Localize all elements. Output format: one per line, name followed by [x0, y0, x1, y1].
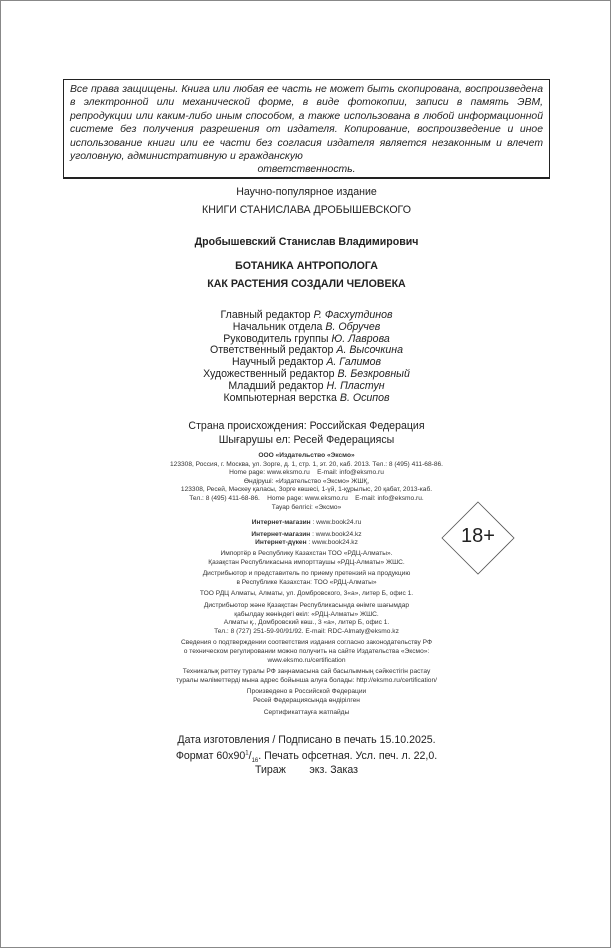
staff-name: Н. Пластун [326, 379, 385, 392]
kz-info-line: Дистрибьютор и представитель по приему претензий на продукцию [202, 570, 411, 578]
staff-line [1, 333, 611, 345]
staff-line [1, 321, 611, 333]
shops [1, 519, 611, 548]
staff-role: Художественный редактор [203, 368, 335, 380]
trademark: Тауар белгісі: «Эксмо» [271, 503, 342, 511]
kz-info-line: Алматы қ., Домбровский көш., 3 «а», литер Б, офис 1. [223, 619, 390, 627]
kz-info-line: Тел.: 8 (727) 251-59-90/91/92. E-mail: RDC-Almaty@eksmo.kz [214, 627, 399, 635]
staff-role: Компьютерная верстка [223, 391, 337, 404]
shop-url: : www.book24.kz [306, 539, 358, 547]
kz-info-line: қабылдау жөніндегі өкіл: «РДЦ-Алматы» ЖШС. [234, 610, 379, 618]
staff-name: В. Осипов [339, 391, 390, 404]
publisher-address: 123308, Россия, г. Москва, ул. Зорге, д. 1, стр. 1, эт. 20, каб. 2013. Тел.: 8 (495) 411-68-86. [169, 460, 443, 468]
staff-role: Научный редактор [231, 356, 324, 369]
print-format: Формат $60x90^1/_{16}$. Печать офсетная. Усл. печ. л. 22,0. [175, 750, 438, 765]
staff-role: Младший редактор [228, 379, 324, 392]
print-run: Тираж экз. Заказ [254, 764, 359, 776]
kz-info-line: Импортёр в Республику Казахстан ТОО «РДЦ-Алматы». [220, 550, 393, 557]
format-den: 16 [251, 758, 259, 765]
publisher-kz: Өндіруші: «Издательство «Эксмо» ЖШҚ, [243, 477, 370, 485]
author-name: Дробышевский Станислав Владимирович [194, 236, 419, 248]
staff-line [1, 368, 611, 380]
publisher-kz-address: 123308, Ресей, Мәскеу қаласы, Зорге көшесі, 1-үй, 1-құрылыс, 20 қабат, 2013-каб. [180, 486, 433, 494]
format-num: 1 [245, 750, 249, 757]
copyright-notice [63, 79, 550, 179]
staff-name: В. Обручев [325, 320, 381, 333]
series-name: КНИГИ СТАНИСЛАВА ДРОБЫШЕВСКОГО [202, 204, 411, 216]
staff-role: Главный редактор [220, 309, 311, 321]
format-rest: . Печать офсетная. Усл. печ. л. 22,0. [258, 750, 438, 762]
kz-info-line: в Республике Казахстан: ТОО «РДЦ-Алматы» [236, 578, 377, 586]
shop-url: : www.book24.ru [310, 519, 362, 526]
publisher-name: ООО «Издательство «Эксмо» [258, 452, 355, 459]
shop-line [1, 519, 611, 528]
kz-info-line: Произведено в Российской Федерации [246, 688, 367, 696]
kz-info-line: Сертификаттауға жатпайды [263, 708, 350, 716]
country-origin-kz: Шығарушы ел: Ресей Федерациясы [218, 434, 395, 446]
book-title: БОТАНИКА АНТРОПОЛОГА [235, 260, 378, 272]
staff-name: А. Высочкина [336, 344, 404, 357]
shop-label: Интернет-магазин [251, 519, 311, 526]
kz-info-line: Қазақстан Республикасына импорттаушы «РДЦ-Алматы» ЖШС. [208, 558, 405, 566]
publisher-kz-contacts: Тел.: 8 (495) 411-68-86. Home page: www.eksmo.ru E-mail: info@eksmo.ru. [189, 494, 424, 502]
edition-type: Научно-популярное издание [236, 186, 377, 198]
shop-line [1, 531, 611, 540]
staff-name: А. Галимов [326, 356, 382, 369]
staff-role: Начальник отдела [232, 320, 323, 333]
kz-info-line: туралы мәліметтерді мына адрес бойынша алуға болады: http://eksmo.ru/certification/ [176, 676, 437, 684]
staff-line [1, 309, 611, 321]
staff-name: В. Безкровный [337, 368, 410, 380]
staff-role: Руководитель группы [223, 332, 329, 345]
kz-info-line: Техникалық реттеу туралы РФ заңнамасына сай басылымның сәйкестігін растау [182, 668, 431, 676]
staff-name: Ю. Лаврова [331, 332, 390, 345]
shop-line [1, 539, 611, 548]
copyright-text: Все права защищены. Книга или любая ее часть не может быть скопирована, воспроизведена в электронной или механической форме, в виде фотокопии, записи в память ЭВМ, репродукции или каким-либо иным способом, а также использована в любой информационной системе без получения разрешения от издателя. Копирование, воспроизведение и иное использование книги или ее части без согласия издателя является незаконным и влечет уголовную, административную и гражданскую [70, 84, 543, 163]
staff-name: Р. Фасхутдинов [313, 309, 393, 321]
shop-label: Интернет-дүкен [255, 539, 307, 547]
kz-info-line: Ресей Федерациясында өндірілген [253, 696, 360, 704]
staff-line [1, 344, 611, 356]
shop-label: Интернет-магазин [251, 530, 311, 538]
country-origin: Страна происхождения: Российская Федерация [188, 420, 425, 432]
copyright-text-end: ответственность. [257, 164, 356, 176]
kz-info-line: www.eksmo.ru/certification [267, 656, 346, 664]
kz-info-line: Дистрибьютор және Қазақстан Республикасында өнімге шағымдар [203, 601, 410, 609]
kz-info [1, 550, 611, 717]
kz-info-line: Сведения о подтверждении соответствия издания согласно законодательству РФ [181, 639, 432, 647]
staff-line [1, 392, 611, 404]
staff-line [1, 356, 611, 368]
publisher-web: Home page: www.eksmo.ru E-mail: info@eksmo.ru [229, 469, 384, 477]
kz-info-line: о техническом регулировании можно получить на сайте Издательства «Эксмо»: [183, 647, 430, 655]
book-subtitle: КАК РАСТЕНИЯ СОЗДАЛИ ЧЕЛОВЕКА [207, 278, 406, 290]
shop-url: : www.book24.kz [310, 530, 362, 538]
staff-line [1, 380, 611, 392]
format-prefix: Формат 60x90 [175, 750, 246, 762]
staff-role: Ответственный редактор [209, 344, 334, 357]
publisher-block [1, 452, 611, 512]
print-date: Дата изготовления / Подписано в печать 15.10.2025. [177, 734, 436, 746]
age-rating-badge [441, 501, 515, 575]
age-rating: 18+ [461, 525, 495, 547]
kz-info-line: ТОО РДЦ Алматы, Алматы, ул. Домбровского, 3«а», литер Б, офис 1. [199, 590, 414, 598]
